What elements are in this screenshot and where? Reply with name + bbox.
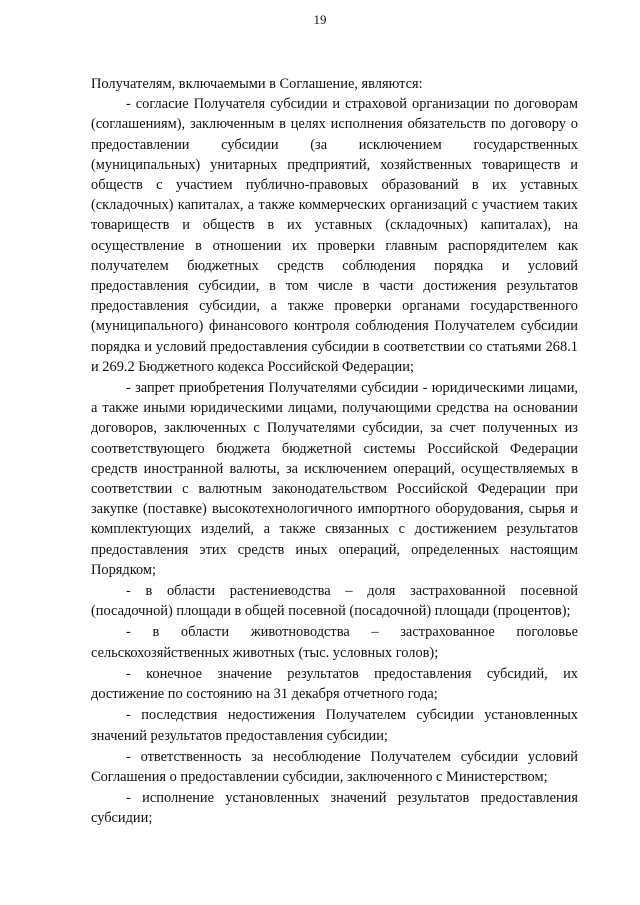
intro-paragraph: Получателям, включаемыми в Соглашение, являются: xyxy=(91,76,423,92)
page-number: 19 xyxy=(313,12,327,27)
list-item-liability: - ответственность за несоблюдение Получателем субсидии условий Соглашения о предоставлении субсидии, заключенного с Министерством; xyxy=(91,748,578,785)
list-item-audit-consent: - согласие Получателя субсидии и страховой организации по договорам (соглашениям), заключенным в целях исполнения обязательств по договору о предоставлении субсидии (за исключением государственных (муниципальных) унитарных предприятий, хозяйственных товариществ и обществ с участием публично-правовых образований в их уставных (складочных) капиталах, а также коммерческих организаций с участием таких товариществ и обществ в их уставных (складочных) капиталах), на осуществление в отношении их проверки главным распорядителем как получателем бюджетных средств соблюдения порядка и условий предоставления субсидии, в том числе в части достижения результатов предоставления субсидии, а также проверки органами государственного (муниципального) финансового контроля соблюдения Получателем субсидии порядка и условий предоставления субсидии в соответствии со статьями 268.1 и 269.2 Бюджетного кодекса Российской Федерации; xyxy=(91,96,578,375)
document-body xyxy=(91,74,578,829)
list-item-foreign-currency-ban: - запрет приобретения Получателями субсидии - юридическими лицами, а также иными юридическими лицами, получающими средства на основании договоров, заключенных с Получателями субсидии, за счет полученных из соответствующего бюджета бюджетной системы Российской Федерации средств иностранной валюты, за исключением операций, осуществляемых в соответствии с валютным законодательством Российской Федерации при закупке (поставке) высокотехнологичного импортного оборудования, сырья и комплектующих изделий, а также связанных с достижением результатов предоставления этих средств иных операций, определенных настоящим Порядком; xyxy=(91,380,578,578)
list-item-result-fulfillment: - исполнение установленных значений результатов предоставления субсидии; xyxy=(91,790,578,827)
list-item-crop-insurance-share: - в области растениеводства – доля застрахованной посевной (посадочной) площади в общей посевной (посадочной) площади (процентов); xyxy=(91,583,578,620)
list-item-livestock-insurance: - в области животноводства – застрахованное поголовье сельскохозяйственных животных (тыс. условных голов); xyxy=(91,624,578,661)
list-item-non-achievement-consequences: - последствия недостижения Получателем субсидии установленных значений результатов предоставления субсидии; xyxy=(91,707,578,744)
list-item-final-results: - конечное значение результатов предоставления субсидий, их достижение по состоянию на 31 декабря отчетного года; xyxy=(91,665,578,703)
